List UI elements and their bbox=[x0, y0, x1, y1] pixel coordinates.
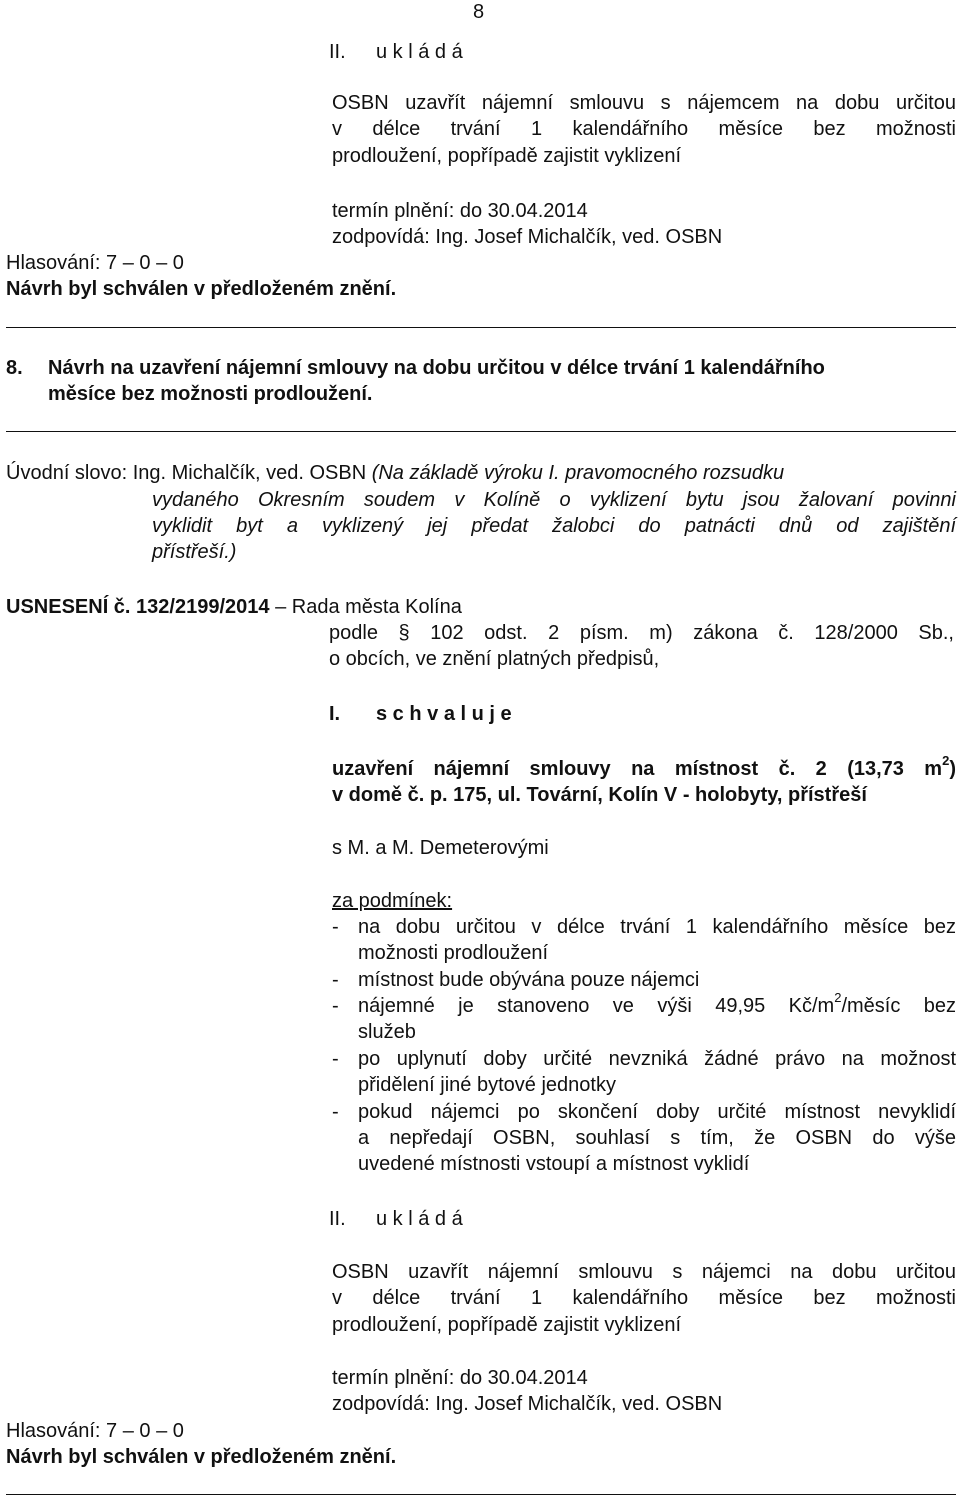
order-text-line: prodloužení, popřípadě zajistit vyklizení bbox=[332, 1314, 682, 1336]
section-number: II. bbox=[329, 1208, 346, 1230]
section-heading-approves bbox=[329, 702, 512, 726]
divider bbox=[6, 1494, 956, 1495]
deadline: termín plnění: do 30.04.2014 bbox=[332, 200, 588, 222]
condition-text-part: /měsíc bez bbox=[841, 995, 957, 1017]
approval-note: Návrh byl schválen v předloženém znění. bbox=[6, 1446, 397, 1468]
page-number: 8 bbox=[473, 1, 485, 23]
resolution-label: USNESENÍ č. 132/2199/2014 bbox=[6, 596, 270, 618]
condition-text bbox=[358, 990, 957, 1018]
order-text-line: v délce trvání 1 kalendářního měsíce bez možnosti bbox=[332, 1287, 956, 1309]
intro-line: vyklidit byt a vyklizený jej předat žalobci do patnácti dnů od zajištění bbox=[152, 515, 956, 537]
vote-result: Hlasování: 7 – 0 – 0 bbox=[6, 1420, 184, 1442]
superscript: 2 bbox=[942, 753, 950, 769]
law-reference: podle § 102 odst. 2 písm. m) zákona č. 128/2000 Sb., bbox=[329, 622, 954, 644]
council-name: – Rada města Kolína bbox=[269, 596, 462, 618]
condition-text: a nepředají OSBN, souhlasí s tím, že OSBN do výše bbox=[358, 1127, 956, 1149]
section-word: u k l á d á bbox=[376, 41, 463, 63]
section-number: II. bbox=[329, 41, 346, 63]
intro-line: vydaného Okresním soudem v Kolíně o vyklizení bytu jsou žalovaní povinni bbox=[152, 489, 956, 511]
intro-line bbox=[6, 461, 784, 485]
condition-dash: - bbox=[332, 916, 339, 938]
vote-result: Hlasování: 7 – 0 – 0 bbox=[6, 252, 184, 274]
approval-subject: v domě č. p. 175, ul. Tovární, Kolín V - holobyty, přístřeší bbox=[332, 784, 867, 806]
order-text-line: OSBN uzavřít nájemní smlouvu s nájemci na dobu určitou bbox=[332, 1261, 956, 1283]
condition-text: pokud nájemci po skončení doby určité místnost nevyklidí bbox=[358, 1101, 956, 1123]
approval-subject-text: uzavření nájemní smlouvy na místnost č. 2 (13,73 m bbox=[332, 758, 943, 780]
section-number: I. bbox=[329, 703, 341, 725]
condition-text: po uplynutí doby určité nevzniká žádné právo na možnost bbox=[358, 1048, 956, 1070]
divider bbox=[6, 327, 956, 328]
section-heading-orders bbox=[329, 1207, 463, 1231]
tenants: s M. a M. Demeterovými bbox=[332, 837, 549, 859]
intro-line: přístřeší.) bbox=[152, 541, 237, 563]
approval-subject-text: ) bbox=[949, 758, 956, 780]
condition-dash: - bbox=[332, 995, 339, 1017]
condition-text: služeb bbox=[358, 1021, 416, 1043]
condition-text: místnost bude obývána pouze nájemci bbox=[358, 969, 700, 991]
approval-subject bbox=[332, 753, 956, 781]
order-text-line: prodloužení, popřípadě zajistit vyklizení bbox=[332, 145, 682, 167]
resolution-heading bbox=[6, 595, 462, 619]
condition-text: možnosti prodloužení bbox=[358, 942, 549, 964]
order-text-line: OSBN uzavřít nájemní smlouvu s nájemcem na dobu určitou bbox=[332, 92, 956, 114]
order-text-line: v délce trvání 1 kalendářního měsíce bez možnosti bbox=[332, 118, 956, 140]
responsible-person: zodpovídá: Ing. Josef Michalčík, ved. OSBN bbox=[332, 1393, 723, 1415]
deadline: termín plnění: do 30.04.2014 bbox=[332, 1367, 588, 1389]
superscript: 2 bbox=[834, 990, 842, 1006]
item-number: 8. bbox=[6, 357, 23, 379]
conditions-label: za podmínek: bbox=[332, 890, 453, 912]
condition-dash: - bbox=[332, 969, 339, 991]
condition-text-part: nájemné je stanoveno ve výši 49,95 Kč/m bbox=[358, 995, 835, 1017]
condition-text: na dobu určitou v délce trvání 1 kalendářního měsíce bez bbox=[358, 916, 956, 938]
condition-dash: - bbox=[332, 1048, 339, 1070]
section-word: u k l á d á bbox=[376, 1208, 463, 1230]
condition-text: přidělení jiné bytové jednotky bbox=[358, 1074, 616, 1096]
item-title-line: měsíce bez možnosti prodloužení. bbox=[48, 383, 373, 405]
approval-note: Návrh byl schválen v předloženém znění. bbox=[6, 278, 397, 300]
section-word: s c h v a l u j e bbox=[376, 703, 512, 725]
intro-italic: (Na základě výroku I. pravomocného rozsudku bbox=[371, 462, 785, 484]
intro-label: Úvodní slovo: Ing. Michalčík, ved. OSBN bbox=[6, 462, 372, 484]
responsible-person: zodpovídá: Ing. Josef Michalčík, ved. OSBN bbox=[332, 226, 723, 248]
law-reference: o obcích, ve znění platných předpisů, bbox=[329, 648, 660, 670]
condition-text: uvedené místnosti vstoupí a místnost vyklidí bbox=[358, 1153, 750, 1175]
divider bbox=[6, 431, 956, 432]
section-heading-orders bbox=[329, 40, 463, 64]
item-title-line: Návrh na uzavření nájemní smlouvy na dobu určitou v délce trvání 1 kalendářního bbox=[48, 357, 825, 379]
condition-dash: - bbox=[332, 1101, 339, 1123]
